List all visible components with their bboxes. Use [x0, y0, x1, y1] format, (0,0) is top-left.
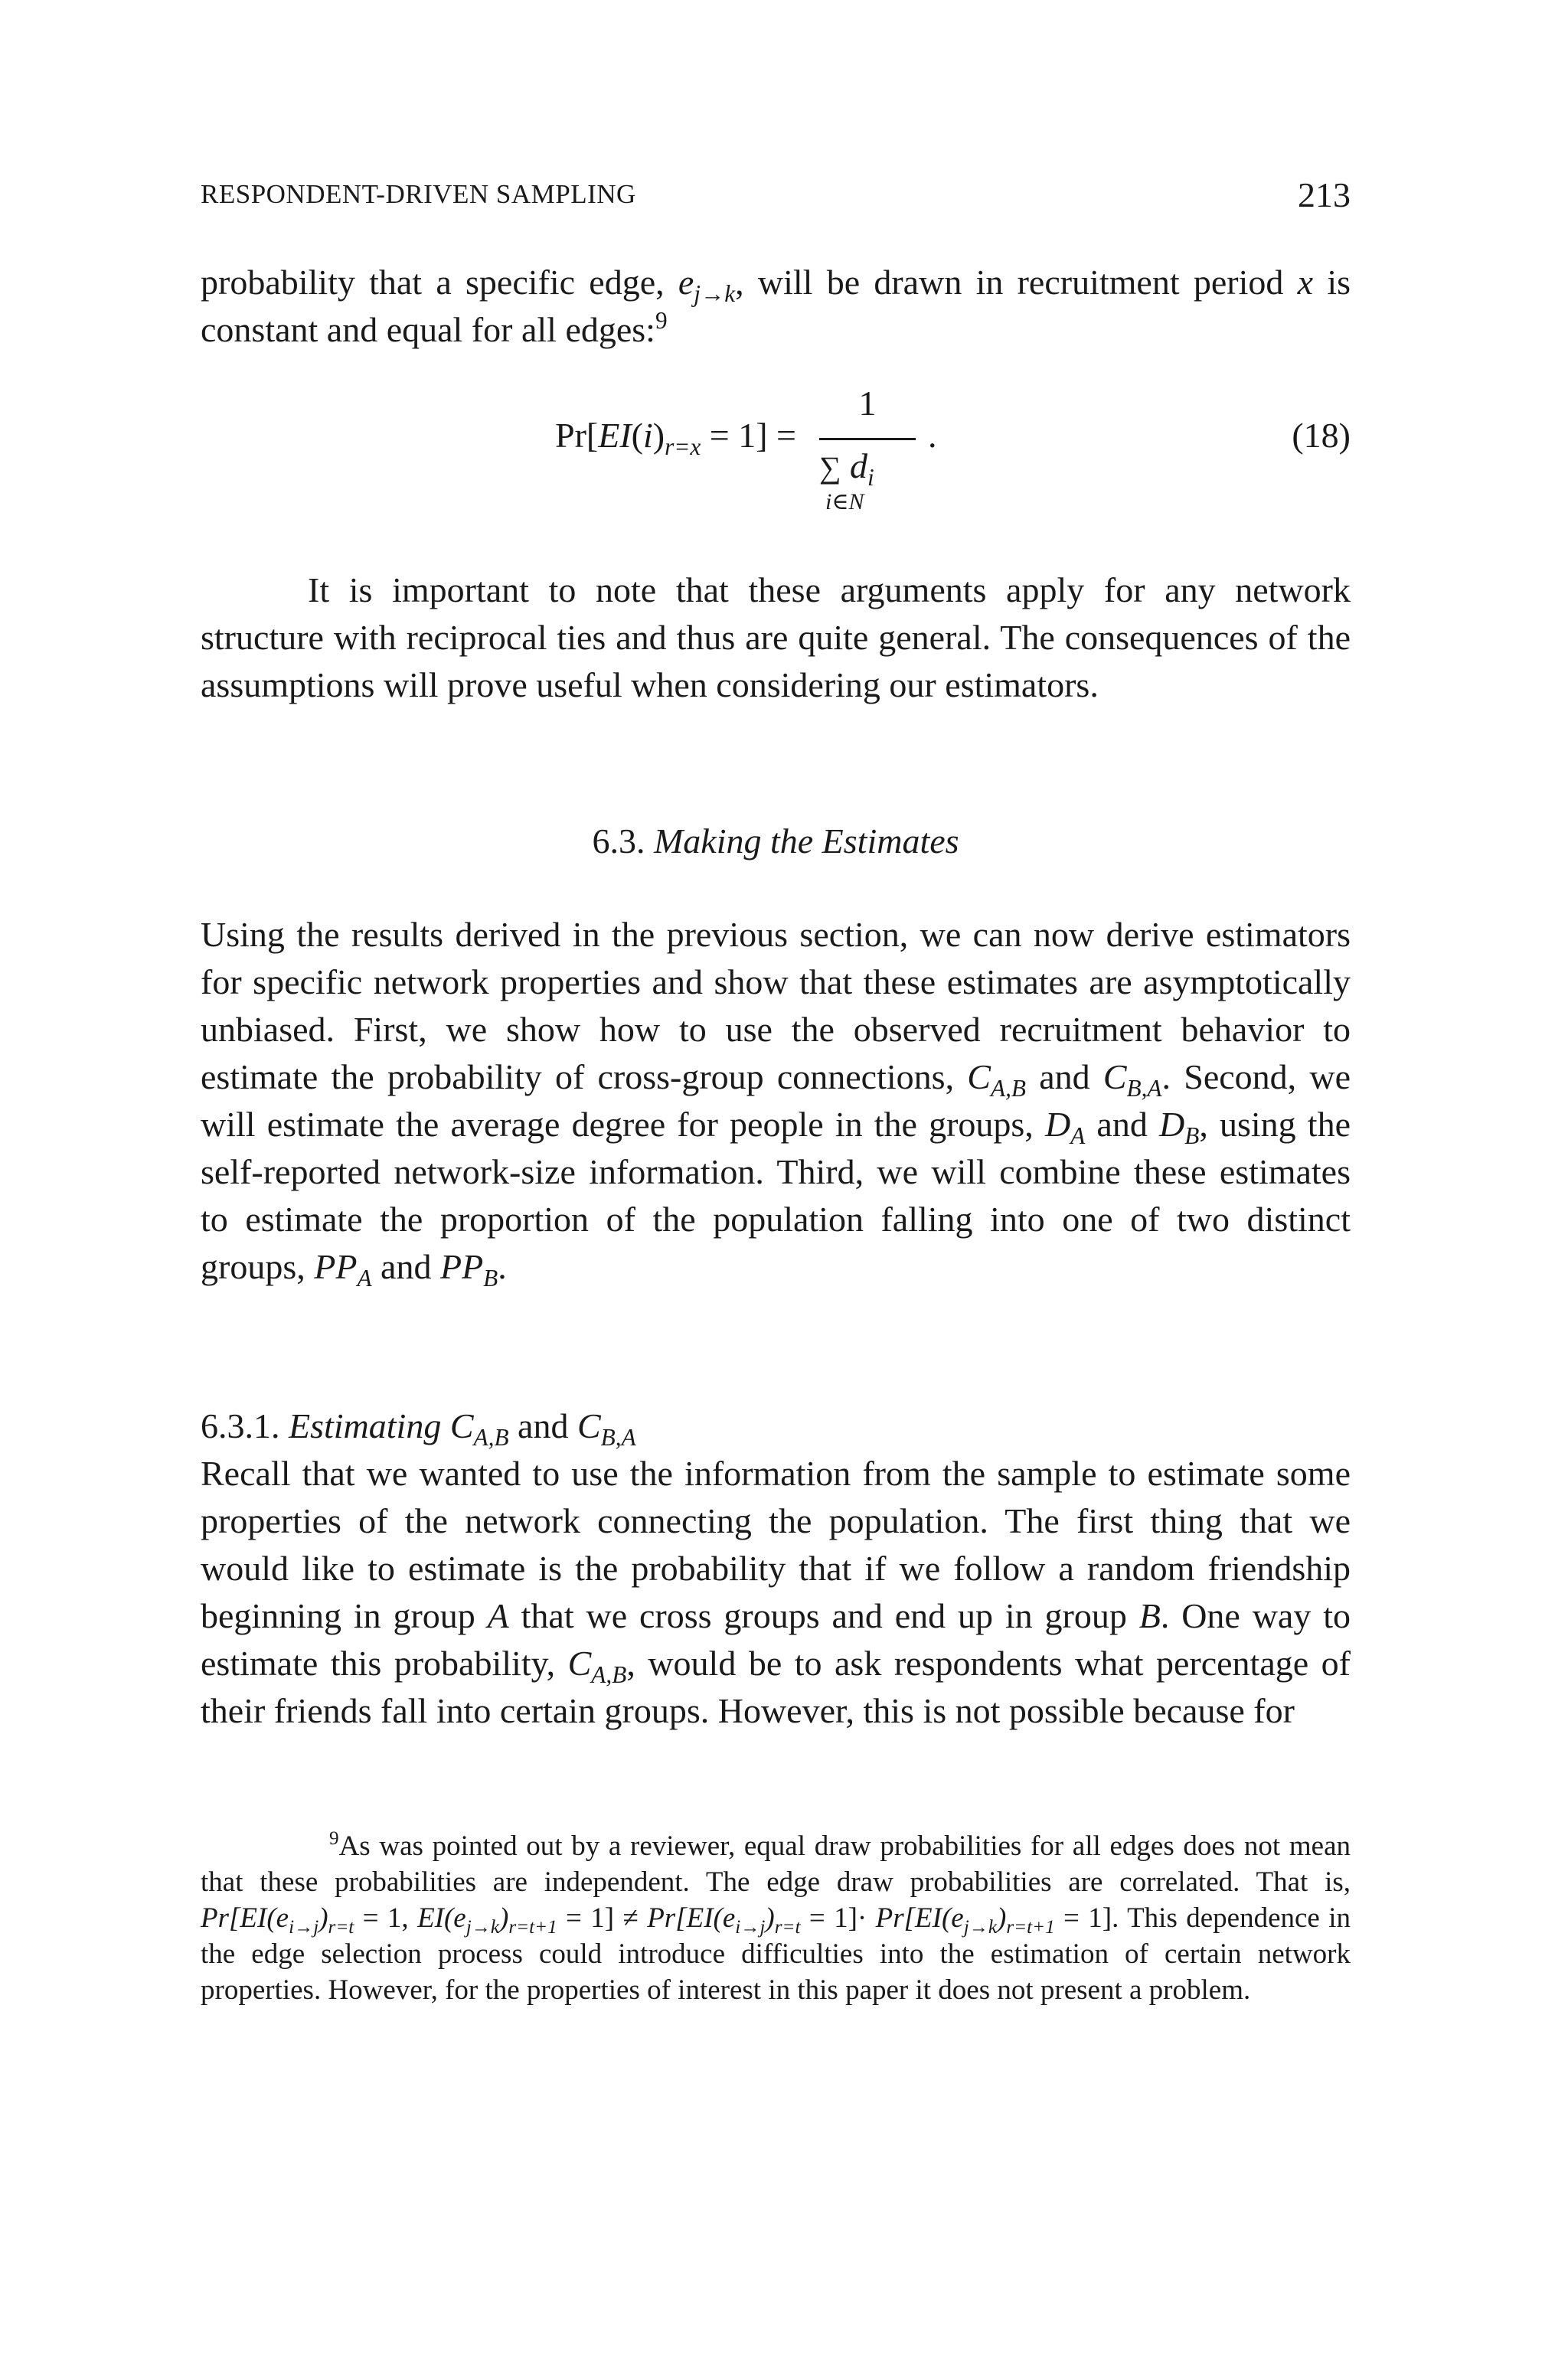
- text-run: As was pointed out by a reviewer, equal draw probabilities for all edges does not mean that these probabilities are independent. The edge draw probabilities are correlated. That is,: [201, 1830, 1351, 1898]
- paragraph-estimators-overview: [201, 911, 1351, 1291]
- math-expr: ): [318, 1902, 328, 1934]
- page-number: 213: [1298, 175, 1351, 214]
- section-title: Making the Estimates: [653, 821, 959, 860]
- math-subscript: r=t: [774, 1917, 801, 1938]
- math-expr: Pr[EI(e: [875, 1902, 964, 1934]
- subsection-title: Estimating: [289, 1406, 450, 1445]
- math-symbol: C: [967, 1057, 991, 1096]
- footnote-9: [201, 1828, 1351, 2008]
- text-run: and: [1025, 1057, 1103, 1096]
- text-run: and: [1085, 1105, 1159, 1144]
- text-run: . This dependence in the edge selection process could introduce difficulties into the estimation of certain network properties. However, for the properties of interest in this paper it does not present a problem.: [201, 1902, 1351, 2006]
- eq-symbol: i: [642, 416, 653, 455]
- math-symbol: C: [567, 1644, 592, 1683]
- fraction-bar: [819, 438, 916, 440]
- math-subscript: i→j: [735, 1917, 766, 1938]
- math-expr: = 1,: [354, 1902, 409, 1934]
- math-expr: Pr[EI(e: [647, 1902, 736, 1934]
- section-number: 6.3.: [592, 821, 654, 860]
- eq-text: = 1] =: [701, 416, 796, 455]
- eq-symbol: EI: [598, 416, 632, 455]
- math-subscript: A,B: [990, 1075, 1026, 1102]
- running-head: [201, 175, 1351, 220]
- math-subscript: j→k: [694, 280, 736, 307]
- eq-subscript: r=x: [665, 433, 701, 460]
- fraction-numerator: 1: [858, 384, 877, 423]
- text-run: .: [498, 1247, 507, 1286]
- math-symbol: A: [487, 1596, 509, 1635]
- eq-text: (: [631, 416, 643, 455]
- subsection-heading: [201, 1403, 1351, 1450]
- math-subscript: j→k: [963, 1917, 998, 1938]
- math-expr: ): [499, 1902, 509, 1934]
- paper-page: [201, 0, 1351, 2361]
- summation-icon: ∑: [819, 450, 841, 485]
- fraction-denominator: [819, 446, 919, 491]
- equation-number: (18): [1292, 416, 1351, 455]
- text-run: is constant and equal for all edges:: [201, 263, 1351, 349]
- text-run: . Second, we will estimate the average degree for people in the groups,: [201, 1057, 1351, 1144]
- math-symbol: B: [1138, 1596, 1161, 1635]
- math-subscript: r=t+1: [508, 1917, 557, 1938]
- equation-period: .: [928, 416, 937, 455]
- math-subscript: A,B: [591, 1661, 627, 1688]
- equation-fraction: [810, 383, 925, 521]
- paragraph-edge-probability: [201, 259, 1351, 354]
- eq-subscript: i: [867, 464, 874, 491]
- math-subscript: B: [483, 1265, 498, 1292]
- math-expr: = 1]: [1054, 1902, 1112, 1934]
- eq-text: ): [652, 416, 665, 455]
- eq-text: Pr[: [555, 416, 599, 455]
- eq-symbol: d: [850, 446, 868, 485]
- math-expr: Pr[EI(e: [201, 1902, 289, 1934]
- math-expr: EI(e: [417, 1902, 466, 1934]
- math-subscript: A,B: [473, 1424, 509, 1451]
- math-expr: ): [765, 1902, 775, 1934]
- text-run: probability that a specific edge,: [201, 263, 678, 302]
- running-title: RESPONDENT-DRIVEN SAMPLING: [201, 179, 636, 209]
- math-symbol: PP: [439, 1247, 484, 1286]
- equation-18: [201, 383, 1351, 521]
- math-subscript: j→k: [466, 1917, 500, 1938]
- paragraph-arguments-general: It is important to note that these arguments apply for any network structure with reciprocal ties and thus are quite general. The consequences of the assumptions will prove useful when considering our estimators.: [201, 570, 1351, 704]
- math-subscript: B,A: [600, 1424, 636, 1451]
- math-subscript: B: [1184, 1122, 1200, 1149]
- math-subscript: i→j: [289, 1917, 319, 1938]
- math-symbol: C: [1102, 1057, 1127, 1096]
- text-run: that we cross groups and end up in group: [508, 1596, 1139, 1635]
- math-subscript: A: [357, 1265, 372, 1292]
- equation-lhs: [555, 415, 796, 460]
- math-expr: ): [997, 1902, 1007, 1934]
- text-run: Recall that we wanted to use the information from the sample to estimate some properties of the network connecting the population. The first thing that we would like to estimate is the probability that if we follow a random friendship beginning in group: [201, 1454, 1351, 1635]
- text-run: . One way to estimate this probability,: [201, 1596, 1351, 1683]
- text-run: , will be drawn in recruitment period: [735, 263, 1298, 302]
- summation-index: i∈N: [825, 489, 864, 514]
- math-symbol: C: [449, 1406, 474, 1445]
- math-symbol: D: [1044, 1105, 1071, 1144]
- math-subscript: A: [1070, 1122, 1086, 1149]
- math-symbol: e: [678, 263, 694, 302]
- section-heading: [201, 818, 1351, 865]
- math-expr: = 1]·: [800, 1902, 876, 1934]
- math-symbol: C: [577, 1406, 601, 1445]
- paragraph-estimating-cab: [201, 1450, 1351, 1735]
- math-symbol: x: [1297, 263, 1314, 302]
- subsection-number: 6.3.1.: [201, 1406, 289, 1445]
- math-subscript: r=t: [328, 1917, 354, 1938]
- text-run: and: [508, 1406, 577, 1445]
- text-run: , would be to ask respondents what percentage of their friends fall into certain groups. However, this is not possible because for: [201, 1644, 1351, 1730]
- math-symbol: PP: [314, 1247, 358, 1286]
- math-subscript: B,A: [1126, 1075, 1162, 1102]
- math-symbol: D: [1158, 1105, 1185, 1144]
- text-run: Using the results derived in the previous section, we can now derive estimators for specific network properties and show that these estimates are asymptotically unbiased. First, we show how to use the observed recruitment behavior to estimate the probability of cross-group connections,: [201, 915, 1351, 1096]
- footnote-marker[interactable]: 9: [655, 306, 668, 334]
- text-run: , using the self-reported network-size information. Third, we will combine these estimates to estimate the proportion of the population falling into one of two distinct groups,: [201, 1105, 1351, 1286]
- math-subscript: r=t+1: [1006, 1917, 1055, 1938]
- math-expr: = 1] ≠: [557, 1902, 648, 1934]
- text-run: and: [371, 1247, 440, 1286]
- footnote-number: 9: [329, 1828, 339, 1850]
